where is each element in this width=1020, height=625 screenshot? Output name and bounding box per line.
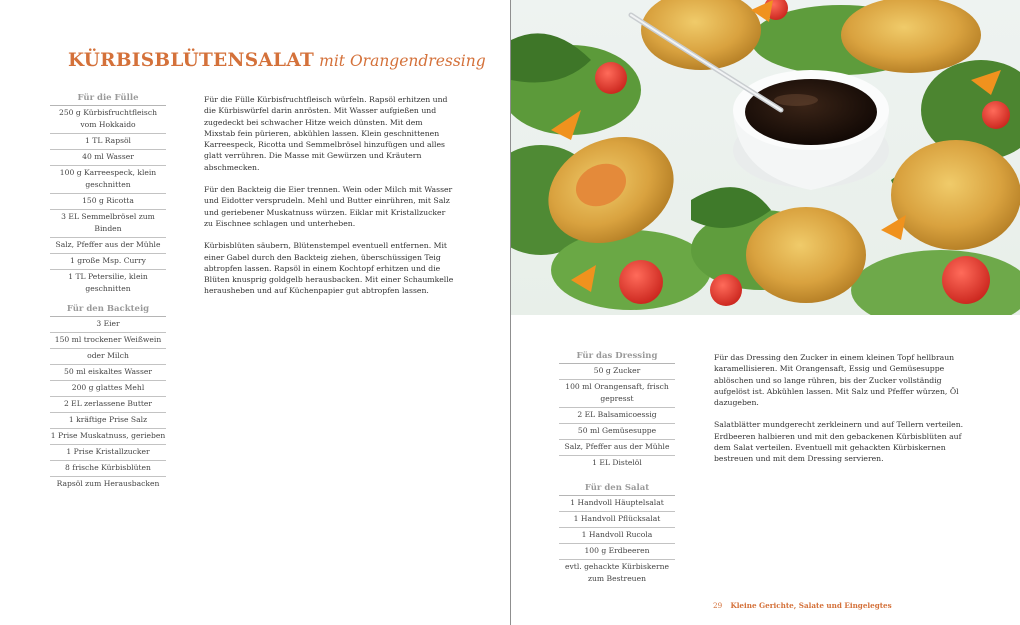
ingredients-salad bbox=[559, 482, 675, 587]
right-page bbox=[511, 0, 1020, 625]
ingredients-dressing bbox=[559, 350, 675, 471]
ingredient-item: 100 g Karreespeck, klein geschnitten bbox=[50, 166, 166, 194]
ingredient-item: 100 g Erdbeeren bbox=[559, 544, 675, 560]
instructions-right bbox=[714, 352, 964, 476]
instruction-paragraph: Für den Backteig die Eier trennen. Wein oder Milch mit Wasser und Eidotter versprudeln. Mehl und Butter einrühren, mit Salz und geriebener Muskatnuss würzen. Eiklar mit Kristallzucker zu Eischnee schlagen und unterheben. bbox=[204, 185, 453, 228]
ingredient-item: 2 EL Balsamicoessig bbox=[559, 408, 675, 424]
ingredient-item: 50 ml Gemüsesuppe bbox=[559, 424, 675, 440]
page-footer bbox=[713, 601, 892, 610]
recipe-subtitle: mit Orangendressing bbox=[319, 52, 486, 70]
ingredient-item: evtl. gehackte Kürbiskerne zum Bestreuen bbox=[564, 562, 669, 583]
instruction-paragraph: Kürbisblüten säubern, Blütenstempel eventuell entfernen. Mit einer Gabel durch den Backteig ziehen, überschüssigen Teig abtropfen lassen. Rapsöl in einem Kochtopf erhitzen und die Blüten knusprig goldgelb herausbacken. Mit einer Schaumkelle herausheben und auf Küchenpapier gut abtropfen lassen. bbox=[204, 241, 454, 296]
ingredients-salad-heading: Für den Salat bbox=[559, 482, 675, 496]
ingredients-dressing-heading: Für das Dressing bbox=[559, 350, 675, 364]
page-number: 29 bbox=[713, 601, 723, 610]
dressing-bowl bbox=[733, 70, 889, 190]
ingredient-item: 8 frische Kürbisblüten bbox=[50, 461, 166, 477]
recipe-title-main: KÜRBISBLÜTENSALAT bbox=[68, 50, 315, 71]
ingredient-item: 2 EL zerlassene Butter bbox=[50, 397, 166, 413]
ingredient-item: 1 Handvoll Häuptelsalat bbox=[559, 496, 675, 512]
ingredient-item: 1 EL Distelöl bbox=[592, 458, 642, 467]
instruction-paragraph: Für die Fülle Kürbisfruchtfleisch würfeln. Rapsöl erhitzen und die Kürbiswürfel darin anrösten. Mit Wasser aufgießen und zugedeckt bei schwacher Hitze weich dünsten. Mit dem Mixstab fein pürieren, abkühlen lassen. Klein geschnittenen Karreespeck, Ricotta und Semmelbrösel hinzufügen und alles glatt verrühren. Die Masse mit Gewürzen und Kräutern abschmecken. bbox=[204, 95, 448, 172]
ingredient-item: 150 g Ricotta bbox=[50, 194, 166, 210]
ingredient-item: 250 g Kürbisfruchtfleisch vom Hokkaido bbox=[50, 106, 166, 134]
ingredient-item: 40 ml Wasser bbox=[50, 150, 166, 166]
ingredient-item: 1 TL Petersilie, klein geschnitten bbox=[68, 272, 148, 293]
ingredient-item: 1 kräftige Prise Salz bbox=[50, 413, 166, 429]
recipe-title bbox=[68, 50, 488, 71]
ingredient-item: 3 EL Semmelbrösel zum Binden bbox=[50, 210, 166, 238]
ingredients-filling bbox=[50, 92, 166, 297]
ingredient-item: Salz, Pfeffer aus der Mühle bbox=[559, 440, 675, 456]
ingredient-item: 1 große Msp. Curry bbox=[50, 254, 166, 270]
ingredient-item: 50 g Zucker bbox=[559, 364, 675, 380]
ingredient-item: 1 Prise Muskatnuss, gerieben bbox=[50, 429, 166, 445]
ingredient-item: 3 Eier bbox=[50, 317, 166, 333]
ingredient-item: 200 g glattes Mehl bbox=[50, 381, 166, 397]
food-photo-illustration bbox=[511, 0, 1020, 315]
ingredient-item: 1 Handvoll Pflücksalat bbox=[559, 512, 675, 528]
ingredient-item: oder Milch bbox=[50, 349, 166, 365]
ingredients-batter-heading: Für den Backteig bbox=[50, 303, 166, 317]
chapter-title: Kleine Gerichte, Salate und Eingelegtes bbox=[730, 601, 892, 610]
ingredient-item: 50 ml eiskaltes Wasser bbox=[50, 365, 166, 381]
food-photo bbox=[511, 0, 1020, 315]
ingredient-item: 1 TL Rapsöl bbox=[50, 134, 166, 150]
ingredient-item: 1 Prise Kristallzucker bbox=[50, 445, 166, 461]
ingredient-item: Salz, Pfeffer aus der Mühle bbox=[50, 238, 166, 254]
ingredients-batter bbox=[50, 303, 166, 492]
ingredient-item: 100 ml Orangensaft, frisch gepresst bbox=[559, 380, 675, 408]
instruction-paragraph: Salatblätter mundgerecht zerkleinern und auf Tellern verteilen. Erdbeeren halbieren und mit den gebackenen Kürbisblüten auf dem Salat verteilen. Eventuell mit gehackten Kürbiskernen bestreuen und mit dem Dressing servieren. bbox=[714, 420, 964, 464]
ingredient-item: 1 Handvoll Rucola bbox=[559, 528, 675, 544]
ingredients-filling-heading: Für die Fülle bbox=[50, 92, 166, 106]
ingredient-item: 150 ml trockener Weißwein bbox=[50, 333, 166, 349]
ingredient-item: Rapsöl zum Herausbacken bbox=[56, 479, 160, 488]
instruction-paragraph: Für das Dressing den Zucker in einem kleinen Topf hellbraun karamellisieren. Mit Orangensaft, Essig und Gemüsesuppe ablöschen und so lange rühren, bis der Zucker vollständig aufgelöst ist. Abkühlen lassen. Mit Salz und Pfeffer würzen, Öl dazugeben. bbox=[714, 353, 959, 408]
instructions-left bbox=[204, 94, 454, 308]
